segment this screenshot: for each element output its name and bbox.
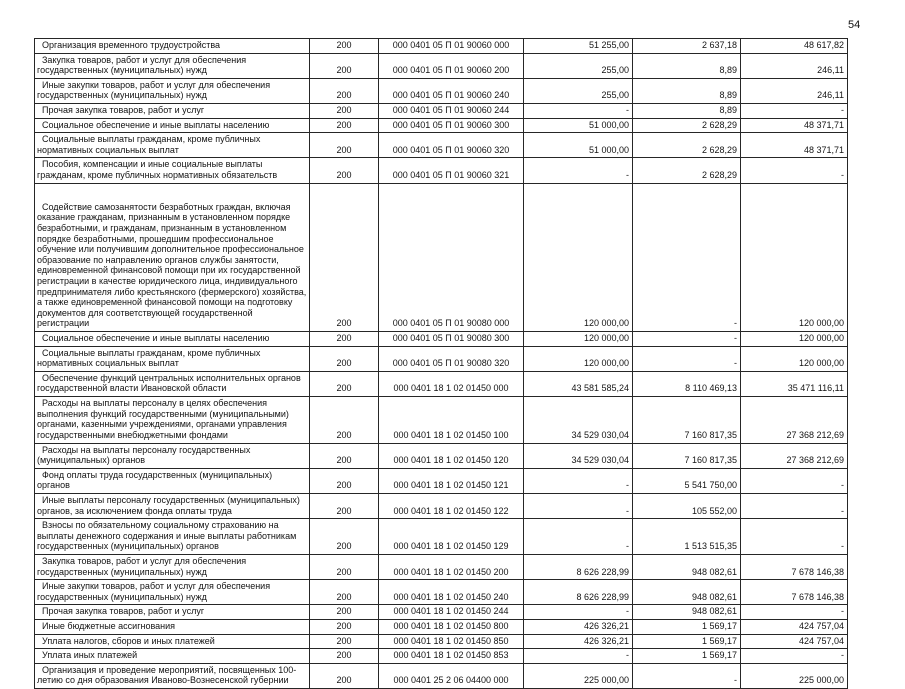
budget-table-body bbox=[35, 39, 848, 689]
row-expense-type-code-cell: 200 bbox=[310, 371, 379, 396]
row-expense-type-code-cell: 200 bbox=[310, 133, 379, 158]
row-amount-1-cell: 8 626 228,99 bbox=[524, 580, 633, 605]
table-row bbox=[35, 519, 848, 555]
table-row bbox=[35, 158, 848, 183]
table-row bbox=[35, 183, 848, 331]
row-classification-code-cell: 000 0401 05 П 01 90080 320 bbox=[379, 346, 524, 371]
row-classification-code-cell: 000 0401 05 П 01 90060 000 bbox=[379, 39, 524, 54]
row-expense-type-code-cell: 200 bbox=[310, 397, 379, 443]
table-row bbox=[35, 78, 848, 103]
row-label-cell: Социальное обеспечение и иные выплаты населению bbox=[35, 332, 310, 347]
row-amount-3-cell: 120 000,00 bbox=[741, 183, 848, 331]
row-amount-1-cell: - bbox=[524, 519, 633, 555]
row-expense-type-code-cell: 200 bbox=[310, 580, 379, 605]
row-amount-1-cell: - bbox=[524, 493, 633, 518]
row-expense-type-code-cell: 200 bbox=[310, 183, 379, 331]
row-amount-2-cell: 7 160 817,35 bbox=[633, 443, 741, 468]
row-label-cell: Социальное обеспечение и иные выплаты населению bbox=[35, 118, 310, 133]
row-amount-3-cell: - bbox=[741, 605, 848, 620]
row-amount-3-cell: - bbox=[741, 493, 848, 518]
row-amount-2-cell: 948 082,61 bbox=[633, 605, 741, 620]
row-amount-1-cell: 120 000,00 bbox=[524, 183, 633, 331]
row-label-cell: Организация и проведение мероприятий, посвященных 100-летию со дня образования Иваново-Вознесенской губернии bbox=[35, 663, 310, 688]
row-label-cell: Иные выплаты персоналу государственных (муниципальных) органов, за исключением фонда оплаты труда bbox=[35, 493, 310, 518]
row-label-cell: Социальные выплаты гражданам, кроме публичных нормативных социальных выплат bbox=[35, 346, 310, 371]
row-expense-type-code-cell: 200 bbox=[310, 519, 379, 555]
row-classification-code-cell: 000 0401 18 1 02 01450 853 bbox=[379, 649, 524, 664]
row-amount-1-cell: - bbox=[524, 158, 633, 183]
row-classification-code-cell: 000 0401 18 1 02 01450 122 bbox=[379, 493, 524, 518]
table-row bbox=[35, 118, 848, 133]
row-amount-3-cell: 120 000,00 bbox=[741, 346, 848, 371]
row-amount-1-cell: 8 626 228,99 bbox=[524, 554, 633, 579]
row-label-cell: Уплата иных платежей bbox=[35, 649, 310, 664]
row-expense-type-code-cell: 200 bbox=[310, 605, 379, 620]
row-amount-2-cell: 1 513 515,35 bbox=[633, 519, 741, 555]
row-label-cell: Уплата налогов, сборов и иных платежей bbox=[35, 634, 310, 649]
row-classification-code-cell: 000 0401 05 П 01 90080 000 bbox=[379, 183, 524, 331]
row-amount-2-cell: 1 569,17 bbox=[633, 620, 741, 635]
row-amount-3-cell: - bbox=[741, 649, 848, 664]
row-amount-1-cell: 225 000,00 bbox=[524, 663, 633, 688]
row-classification-code-cell: 000 0401 05 П 01 90080 300 bbox=[379, 332, 524, 347]
table-row bbox=[35, 605, 848, 620]
table-row bbox=[35, 346, 848, 371]
row-amount-3-cell: 7 678 146,38 bbox=[741, 580, 848, 605]
row-expense-type-code-cell: 200 bbox=[310, 554, 379, 579]
row-amount-1-cell: 426 326,21 bbox=[524, 634, 633, 649]
row-label-cell: Организация временного трудоустройства bbox=[35, 39, 310, 54]
row-classification-code-cell: 000 0401 18 1 02 01450 200 bbox=[379, 554, 524, 579]
row-amount-1-cell: 34 529 030,04 bbox=[524, 397, 633, 443]
row-amount-1-cell: 51 255,00 bbox=[524, 39, 633, 54]
row-amount-3-cell: 7 678 146,38 bbox=[741, 554, 848, 579]
row-label-cell: Пособия, компенсации и иные социальные выплаты гражданам, кроме публичных нормативных обязательств bbox=[35, 158, 310, 183]
row-amount-2-cell: - bbox=[633, 663, 741, 688]
row-amount-3-cell: 246,11 bbox=[741, 53, 848, 78]
row-expense-type-code-cell: 200 bbox=[310, 663, 379, 688]
row-label-cell: Иные бюджетные ассигнования bbox=[35, 620, 310, 635]
row-amount-1-cell: 255,00 bbox=[524, 78, 633, 103]
row-amount-3-cell: 35 471 116,11 bbox=[741, 371, 848, 396]
row-amount-3-cell: 424 757,04 bbox=[741, 620, 848, 635]
table-row bbox=[35, 580, 848, 605]
row-amount-2-cell: 7 160 817,35 bbox=[633, 397, 741, 443]
row-amount-2-cell: - bbox=[633, 183, 741, 331]
row-classification-code-cell: 000 0401 18 1 02 01450 800 bbox=[379, 620, 524, 635]
row-expense-type-code-cell: 200 bbox=[310, 78, 379, 103]
row-amount-2-cell: - bbox=[633, 332, 741, 347]
row-amount-2-cell: 2 628,29 bbox=[633, 158, 741, 183]
row-label-cell: Расходы на выплаты персоналу в целях обеспечения выполнения функций государственными (муниципальными) органами, казенными учреждениями, органами управления государственными внебюджетными фондами bbox=[35, 397, 310, 443]
row-amount-1-cell: - bbox=[524, 649, 633, 664]
row-amount-2-cell: 8,89 bbox=[633, 104, 741, 119]
row-expense-type-code-cell: 200 bbox=[310, 634, 379, 649]
row-expense-type-code-cell: 200 bbox=[310, 493, 379, 518]
row-label-cell: Закупка товаров, работ и услуг для обеспечения государственных (муниципальных) нужд bbox=[35, 554, 310, 579]
row-expense-type-code-cell: 200 bbox=[310, 468, 379, 493]
row-amount-3-cell: - bbox=[741, 519, 848, 555]
row-classification-code-cell: 000 0401 05 П 01 90060 244 bbox=[379, 104, 524, 119]
row-amount-3-cell: - bbox=[741, 468, 848, 493]
row-amount-2-cell: 105 552,00 bbox=[633, 493, 741, 518]
row-amount-3-cell: 246,11 bbox=[741, 78, 848, 103]
row-label-cell: Содействие самозанятости безработных граждан, включая оказание гражданам, признанным в установленном порядке безработными, и гражданам, признанным в установленном порядке безработными, прошедшим профессиональное обучение или получившим дополнительное профессиональное образование по направлению органов службы занятости, единовременной финансовой помощи при их государственной регистрации в качестве юридического лица, индивидуального предпринимателя либо крестьянского (фермерского) хозяйства, а также единовременной финансовой помощи на подготовку документов для соответствующей государственной регистрации bbox=[35, 183, 310, 331]
row-classification-code-cell: 000 0401 18 1 02 01450 850 bbox=[379, 634, 524, 649]
row-classification-code-cell: 000 0401 18 1 02 01450 100 bbox=[379, 397, 524, 443]
row-expense-type-code-cell: 200 bbox=[310, 443, 379, 468]
table-row bbox=[35, 53, 848, 78]
row-label-cell: Прочая закупка товаров, работ и услуг bbox=[35, 605, 310, 620]
row-amount-2-cell: 8 110 469,13 bbox=[633, 371, 741, 396]
row-classification-code-cell: 000 0401 18 1 02 01450 121 bbox=[379, 468, 524, 493]
budget-table bbox=[34, 38, 848, 689]
row-classification-code-cell: 000 0401 18 1 02 01450 120 bbox=[379, 443, 524, 468]
row-classification-code-cell: 000 0401 05 П 01 90060 300 bbox=[379, 118, 524, 133]
row-amount-2-cell: 1 569,17 bbox=[633, 634, 741, 649]
row-amount-2-cell: 2 637,18 bbox=[633, 39, 741, 54]
row-classification-code-cell: 000 0401 05 П 01 90060 321 bbox=[379, 158, 524, 183]
row-classification-code-cell: 000 0401 25 2 06 04400 000 bbox=[379, 663, 524, 688]
row-amount-1-cell: 51 000,00 bbox=[524, 133, 633, 158]
row-amount-2-cell: 1 569,17 bbox=[633, 649, 741, 664]
row-classification-code-cell: 000 0401 05 П 01 90060 320 bbox=[379, 133, 524, 158]
row-expense-type-code-cell: 200 bbox=[310, 53, 379, 78]
row-label-cell: Прочая закупка товаров, работ и услуг bbox=[35, 104, 310, 119]
row-amount-3-cell: 27 368 212,69 bbox=[741, 443, 848, 468]
row-amount-1-cell: 120 000,00 bbox=[524, 332, 633, 347]
row-amount-3-cell: 48 617,82 bbox=[741, 39, 848, 54]
row-amount-1-cell: 43 581 585,24 bbox=[524, 371, 633, 396]
row-expense-type-code-cell: 200 bbox=[310, 104, 379, 119]
row-expense-type-code-cell: 200 bbox=[310, 346, 379, 371]
row-classification-code-cell: 000 0401 18 1 02 01450 129 bbox=[379, 519, 524, 555]
row-label-cell: Обеспечение функций центральных исполнительных органов государственной власти Ивановской области bbox=[35, 371, 310, 396]
table-row bbox=[35, 663, 848, 688]
page-number: 54 bbox=[848, 19, 861, 31]
row-amount-2-cell: 5 541 750,00 bbox=[633, 468, 741, 493]
row-amount-3-cell: 424 757,04 bbox=[741, 634, 848, 649]
row-expense-type-code-cell: 200 bbox=[310, 158, 379, 183]
row-expense-type-code-cell: 200 bbox=[310, 649, 379, 664]
row-classification-code-cell: 000 0401 18 1 02 01450 240 bbox=[379, 580, 524, 605]
row-amount-1-cell: - bbox=[524, 468, 633, 493]
row-amount-3-cell: - bbox=[741, 158, 848, 183]
row-amount-3-cell: 48 371,71 bbox=[741, 133, 848, 158]
row-classification-code-cell: 000 0401 18 1 02 01450 244 bbox=[379, 605, 524, 620]
row-expense-type-code-cell: 200 bbox=[310, 332, 379, 347]
row-amount-2-cell: 2 628,29 bbox=[633, 118, 741, 133]
table-row bbox=[35, 133, 848, 158]
row-amount-3-cell: 48 371,71 bbox=[741, 118, 848, 133]
row-label-cell: Фонд оплаты труда государственных (муниципальных) органов bbox=[35, 468, 310, 493]
row-label-cell: Иные закупки товаров, работ и услуг для обеспечения государственных (муниципальных) нужд bbox=[35, 580, 310, 605]
row-amount-2-cell: - bbox=[633, 346, 741, 371]
row-amount-2-cell: 948 082,61 bbox=[633, 554, 741, 579]
row-classification-code-cell: 000 0401 05 П 01 90060 240 bbox=[379, 78, 524, 103]
row-label-cell: Расходы на выплаты персоналу государственных (муниципальных) органов bbox=[35, 443, 310, 468]
table-row bbox=[35, 39, 848, 54]
table-row bbox=[35, 493, 848, 518]
row-label-cell: Взносы по обязательному социальному страхованию на выплаты денежного содержания и иные выплаты работникам государственных (муниципальных) органов bbox=[35, 519, 310, 555]
table-row bbox=[35, 397, 848, 443]
row-amount-2-cell: 8,89 bbox=[633, 78, 741, 103]
row-amount-1-cell: 51 000,00 bbox=[524, 118, 633, 133]
row-amount-3-cell: - bbox=[741, 104, 848, 119]
row-amount-1-cell: 255,00 bbox=[524, 53, 633, 78]
table-row bbox=[35, 634, 848, 649]
row-label-cell: Социальные выплаты гражданам, кроме публичных нормативных социальных выплат bbox=[35, 133, 310, 158]
table-row bbox=[35, 371, 848, 396]
row-expense-type-code-cell: 200 bbox=[310, 39, 379, 54]
row-expense-type-code-cell: 200 bbox=[310, 620, 379, 635]
row-amount-1-cell: 34 529 030,04 bbox=[524, 443, 633, 468]
row-expense-type-code-cell: 200 bbox=[310, 118, 379, 133]
row-label-cell: Иные закупки товаров, работ и услуг для обеспечения государственных (муниципальных) нужд bbox=[35, 78, 310, 103]
table-row bbox=[35, 332, 848, 347]
row-amount-3-cell: 120 000,00 bbox=[741, 332, 848, 347]
row-amount-1-cell: - bbox=[524, 605, 633, 620]
row-amount-2-cell: 2 628,29 bbox=[633, 133, 741, 158]
row-amount-3-cell: 225 000,00 bbox=[741, 663, 848, 688]
row-classification-code-cell: 000 0401 18 1 02 01450 000 bbox=[379, 371, 524, 396]
row-amount-1-cell: 120 000,00 bbox=[524, 346, 633, 371]
row-amount-1-cell: - bbox=[524, 104, 633, 119]
table-row bbox=[35, 554, 848, 579]
table-row bbox=[35, 649, 848, 664]
table-row bbox=[35, 468, 848, 493]
row-amount-2-cell: 948 082,61 bbox=[633, 580, 741, 605]
row-label-cell: Закупка товаров, работ и услуг для обеспечения государственных (муниципальных) нужд bbox=[35, 53, 310, 78]
row-amount-2-cell: 8,89 bbox=[633, 53, 741, 78]
row-amount-1-cell: 426 326,21 bbox=[524, 620, 633, 635]
row-classification-code-cell: 000 0401 05 П 01 90060 200 bbox=[379, 53, 524, 78]
table-row bbox=[35, 443, 848, 468]
row-amount-3-cell: 27 368 212,69 bbox=[741, 397, 848, 443]
table-row bbox=[35, 620, 848, 635]
table-row bbox=[35, 104, 848, 119]
